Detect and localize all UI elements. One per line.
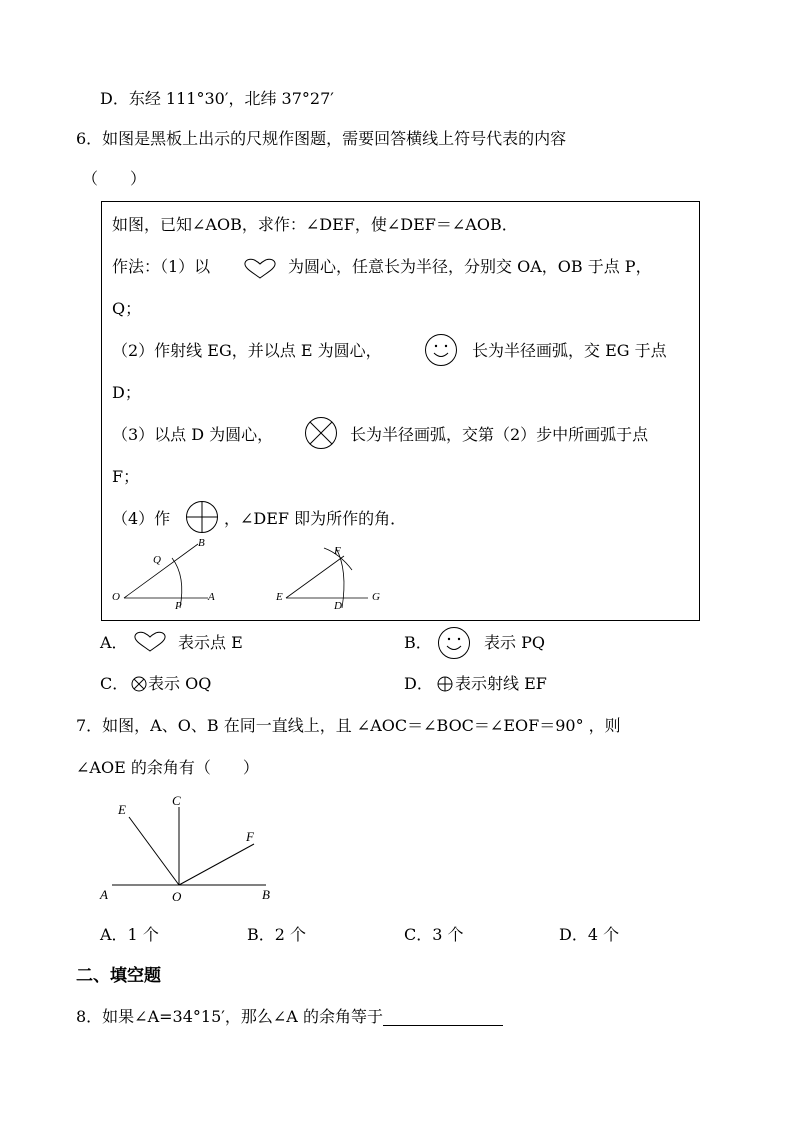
box-line-3: Q； <box>112 299 142 318</box>
q8-row <box>76 1006 503 1028</box>
box-line-4b: 长为半径画弧，交 EG 于点 <box>472 341 667 360</box>
fig1-label-b: B <box>198 537 205 549</box>
q5-option-d: D．东经 111°30′，北纬 37°27′ <box>100 89 334 108</box>
q6-option-d[interactable]: D． <box>404 674 433 693</box>
smiley-face-icon <box>437 626 471 660</box>
q7-option-c[interactable]: C．3 个 <box>404 925 464 944</box>
fig2-label-f: F <box>334 545 341 557</box>
q6-stem: 6．如图是黑板上出示的尺规作图题，需要回答横线上符号代表的内容 <box>76 129 567 148</box>
q7-option-b[interactable]: B．2 个 <box>247 925 307 944</box>
q7-label-a: A <box>100 887 108 902</box>
box-line-6a: （3）以点 D 为圆心， <box>112 425 274 444</box>
fig1-label-a: A <box>208 591 215 603</box>
fig2-label-d: D <box>334 600 342 612</box>
box-line-5: D； <box>112 383 141 402</box>
q6-option-b-text: 表示 PQ <box>484 633 545 652</box>
q7-label-b: B <box>262 887 270 902</box>
circled-times-icon <box>304 416 338 450</box>
smiley-face-icon <box>424 333 458 367</box>
q8-stem: 8．如果∠A=34°15′，那么∠A 的余角等于 <box>76 1007 383 1026</box>
q6-option-a-text: 表示点 E <box>178 633 243 652</box>
box-line-6b: 长为半径画弧，交第（2）步中所画弧于点 <box>350 425 649 444</box>
fig2-label-e: E <box>276 591 283 603</box>
q6-option-b[interactable]: B． <box>404 633 432 652</box>
q8-answer-blank[interactable] <box>383 1007 503 1026</box>
fig1-label-q: Q <box>153 554 161 566</box>
fig1-label-o: O <box>112 591 120 603</box>
figure-angle-def <box>272 538 392 618</box>
q7-label-c: C <box>172 793 181 808</box>
q6-option-c-text: 表示 OQ <box>148 674 212 693</box>
q6-option-a-prefix: A． <box>100 633 128 652</box>
box-line-8b: ，∠DEF 即为所作的角． <box>224 509 407 528</box>
box-line-2b: 为圆心，任意长为半径，分别交 OA，OB 于点 P， <box>288 257 652 276</box>
q7-label-f: F <box>246 829 254 844</box>
box-line-8a: （4）作 <box>112 509 171 528</box>
heart-outline-icon <box>242 258 278 280</box>
q7-figure <box>100 795 280 905</box>
q7-option-a[interactable]: A．1 个 <box>100 925 159 944</box>
q7-option-d[interactable]: D．4 个 <box>559 925 620 944</box>
q7-stem: 7．如图，A、O、B 在同一直线上，且 ∠AOC＝∠BOC＝∠EOF＝90° ，则 <box>76 716 621 735</box>
section-title: 二、填空题 <box>76 966 161 986</box>
fig1-label-p: P <box>175 600 182 612</box>
q6-problem-box <box>101 201 700 621</box>
q6-option-d-text: 表示射线 EF <box>455 674 547 693</box>
box-line-7: F； <box>112 467 140 486</box>
q6-option-c[interactable]: C． <box>100 674 129 693</box>
circled-times-icon <box>131 676 147 692</box>
q7-label-e: E <box>118 802 126 817</box>
q7-label-o: O <box>172 889 182 904</box>
heart-outline-icon <box>132 631 168 653</box>
box-line-2a: 作法：（1）以 <box>112 257 211 276</box>
q6-option-a[interactable] <box>100 632 128 654</box>
box-line-1: 如图，已知∠AOB，求作：∠DEF，使∠DEF＝∠AOB． <box>112 215 518 234</box>
box-line-4a: （2）作射线 EG，并以点 E 为圆心， <box>112 341 382 360</box>
circled-plus-icon <box>437 676 453 692</box>
q6-answer-paren: （ ） <box>82 169 147 188</box>
q7-stem-2: ∠AOE 的余角有（ ） <box>76 758 259 777</box>
fig2-label-g: G <box>372 591 380 603</box>
circled-plus-icon <box>185 500 219 534</box>
